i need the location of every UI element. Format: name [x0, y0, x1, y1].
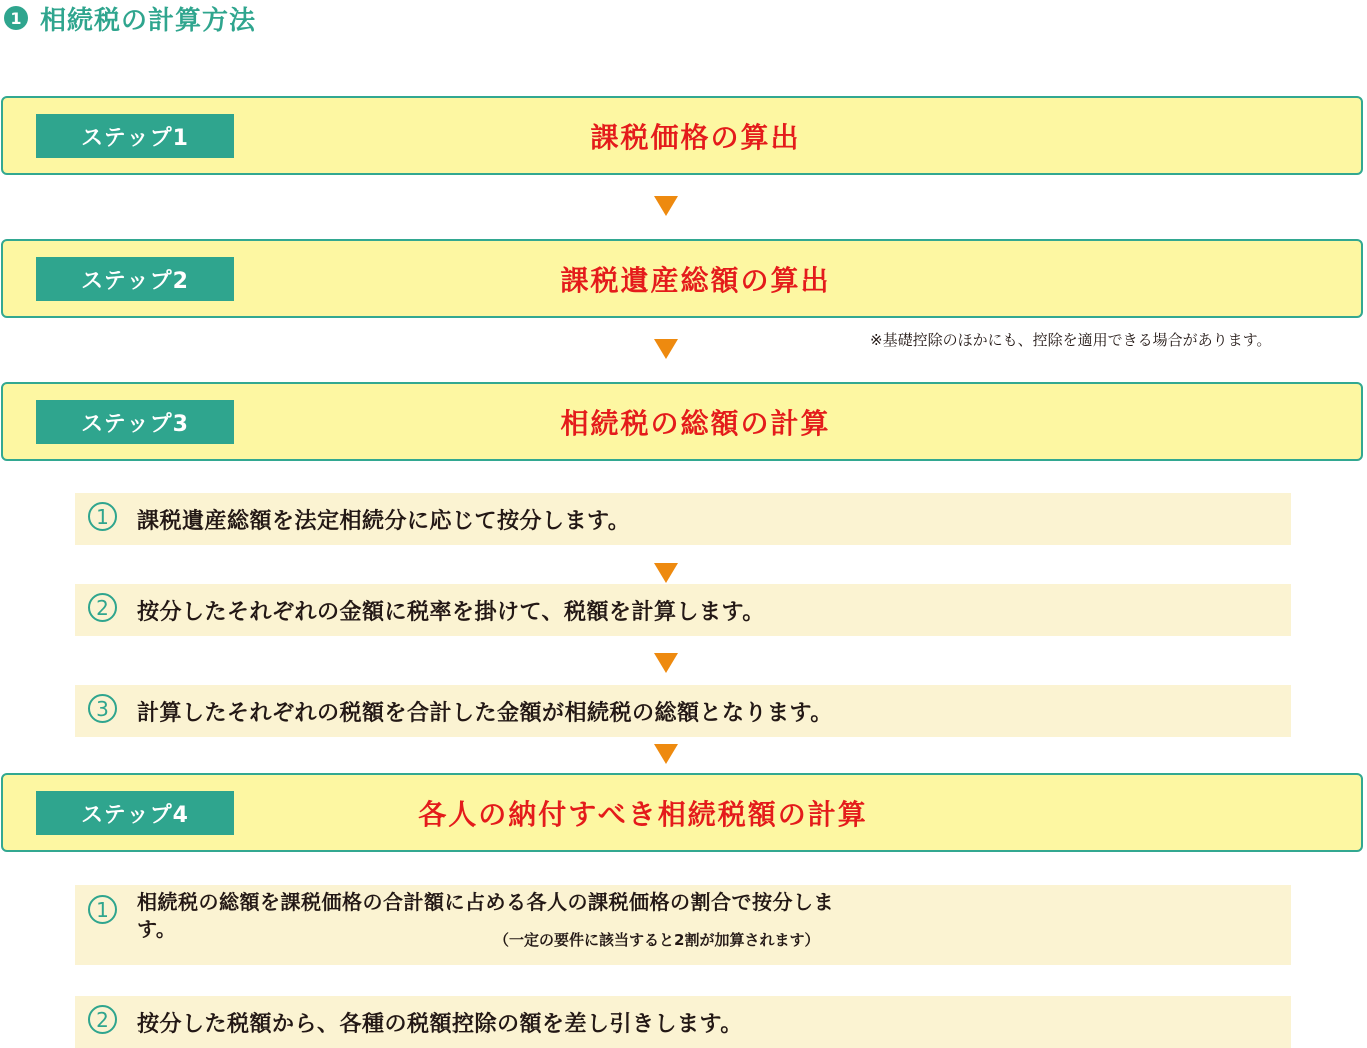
step-3-item-2 [75, 584, 1291, 636]
footnote: ※基礎控除のほかにも、控除を適用できる場合があります。 [870, 331, 1272, 349]
step-2-badge: ステップ2 [36, 257, 234, 301]
step-3-title: 相続税の総額の計算 [560, 406, 831, 440]
circle-number: 1 [88, 895, 117, 924]
down-arrow-icon [654, 653, 678, 673]
step-2-box [1, 239, 1363, 318]
circle-number: 3 [88, 694, 117, 723]
step-3-box [1, 382, 1363, 461]
step-4-badge: ステップ4 [36, 791, 234, 835]
circle-number: 2 [88, 593, 117, 622]
down-arrow-icon [654, 196, 678, 216]
step-3-badge: ステップ3 [36, 400, 234, 444]
item-text: 按分した税額から、各種の税額控除の額を差し引きします。 [137, 1011, 743, 1037]
down-arrow-icon [654, 563, 678, 583]
step-3-item-3 [75, 685, 1291, 737]
step-4-item-1 [75, 885, 1291, 965]
circle-number: 1 [88, 502, 117, 531]
page-title [4, 2, 256, 34]
down-arrow-icon [654, 744, 678, 764]
step-4-item-2 [75, 996, 1291, 1048]
step-1-title: 課税価格の算出 [590, 120, 801, 154]
step-1-box [1, 96, 1363, 175]
item-note: （一定の要件に該当すると2割が加算されます） [494, 931, 820, 949]
title-text: 相続税の計算方法 [40, 5, 257, 36]
item-text: 計算したそれぞれの税額を合計した金額が相続税の総額となります。 [137, 700, 833, 726]
circle-number: 2 [88, 1005, 117, 1034]
step-4-box [1, 773, 1363, 852]
item-text: 課税遺産総額を法定相続分に応じて按分します。 [137, 508, 631, 534]
step-2-title: 課税遺産総額の算出 [560, 263, 831, 297]
title-number-badge: 1 [4, 6, 28, 30]
step-1-badge: ステップ1 [36, 114, 234, 158]
item-text: 按分したそれぞれの金額に税率を掛けて、税額を計算します。 [137, 599, 765, 625]
item-text: 相続税の総額を課税価格の合計額に占める各人の課税価格の割合で按分します。 [137, 890, 834, 941]
step-4-title: 各人の納付すべき相続税額の計算 [418, 797, 868, 831]
step-3-item-1 [75, 493, 1291, 545]
down-arrow-icon [654, 339, 678, 359]
